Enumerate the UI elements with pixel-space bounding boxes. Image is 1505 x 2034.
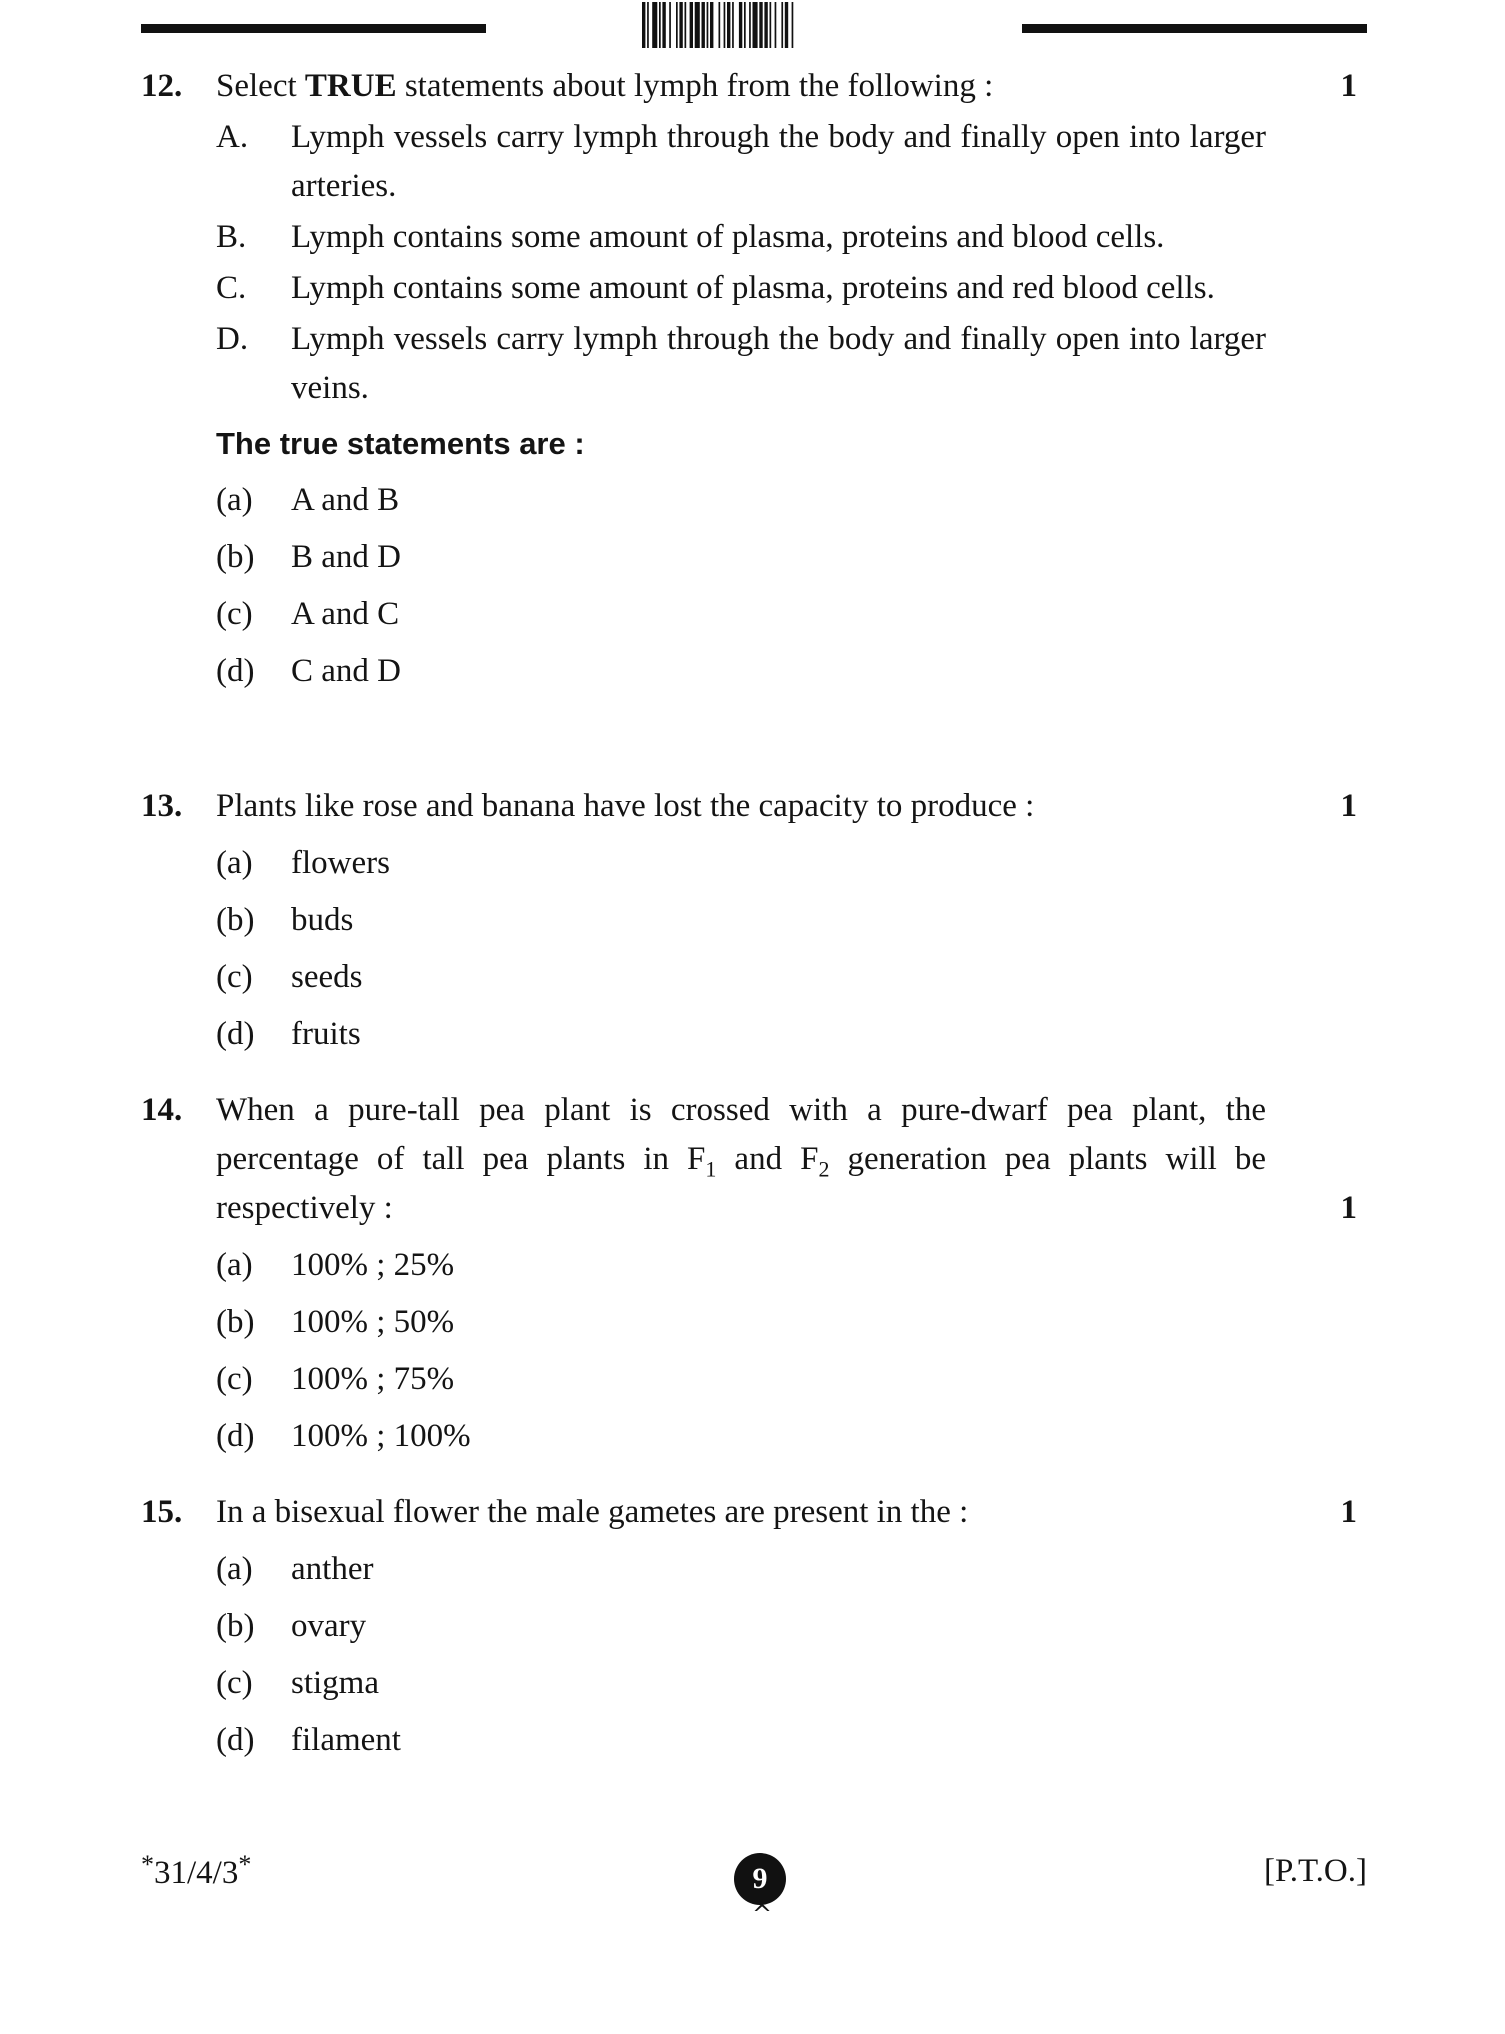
question-text: In a bisexual flower the male gametes are present in the :	[216, 1494, 969, 1530]
option-d[interactable]: (d) fruits	[216, 1016, 361, 1052]
barcode-bar	[647, 2, 649, 48]
barcode-bar	[770, 2, 772, 48]
option-d[interactable]: (d) 100% ; 100%	[216, 1418, 471, 1454]
statement-b: B. Lymph contains some amount of plasma, proteins and blood cells.	[216, 219, 1165, 255]
barcode-bar	[775, 2, 777, 48]
marks: 1	[1340, 1190, 1357, 1226]
question-text: When a pure-tall pea plant is crossed with a pure-dwarf pea plant, the percentage of tall pea plants in $F_1$ and $F_2$ generation pea plants will be respectively :	[216, 1092, 1267, 1226]
question-number: 12.	[141, 68, 183, 104]
option-a[interactable]: (a) flowers	[216, 845, 390, 881]
barcode-bar	[710, 2, 713, 48]
marks: 1	[1340, 1494, 1357, 1530]
barcode-bar	[753, 2, 758, 48]
option-a[interactable]: (a) 100% ; 25%	[216, 1247, 455, 1283]
caret-icon: ^	[752, 1900, 773, 1928]
barcode-bar	[759, 2, 762, 48]
marks: 1	[1340, 788, 1357, 824]
barcode-bar	[792, 2, 794, 48]
statement-c: C. Lymph contains some amount of plasma, proteins and red blood cells.	[216, 270, 1215, 306]
barcode-bar	[781, 2, 783, 48]
question-prompt: The true statements are :	[216, 426, 585, 461]
barcode-bar	[642, 2, 645, 48]
option-a[interactable]: (a) anther	[216, 1551, 374, 1587]
barcode-bar	[724, 2, 726, 48]
question-14	[141, 1086, 1367, 1461]
option-d[interactable]: (d) filament	[216, 1722, 401, 1758]
statement-d: D. Lymph vessels carry lymph through the body and finally open into larger veins.	[216, 321, 1266, 406]
barcode-bar	[659, 2, 661, 48]
option-b[interactable]: (b) 100% ; 50%	[216, 1304, 455, 1340]
barcode-bar	[652, 2, 657, 48]
barcode-bar	[764, 2, 767, 48]
question-number: 13.	[141, 788, 183, 824]
barcode-bar	[685, 2, 687, 48]
barcode-bar	[669, 2, 671, 48]
barcode-bar	[679, 2, 682, 48]
option-d[interactable]: (d) C and D	[216, 653, 401, 689]
barcode-bar	[727, 2, 730, 48]
statement-a: A. Lymph vessels carry lymph through the body and finally open into larger arteries.	[216, 119, 1266, 204]
option-b[interactable]: (b) B and D	[216, 539, 401, 575]
header-rule-right	[1022, 24, 1367, 33]
barcode-bar	[732, 2, 734, 48]
option-a[interactable]: (a) A and B	[216, 482, 400, 518]
barcode-bar	[702, 2, 705, 48]
barcode-bar	[695, 2, 700, 48]
barcode-icon	[642, 2, 868, 48]
question-text: Plants like rose and banana have lost the capacity to produce :	[216, 788, 1035, 824]
question-13	[141, 782, 1367, 1059]
question-number: 14.	[141, 1092, 183, 1128]
question-15	[141, 1488, 1367, 1765]
barcode-bar	[744, 2, 746, 48]
barcode-bar	[749, 2, 751, 48]
option-c[interactable]: (c) seeds	[216, 959, 363, 995]
question-text: Select TRUE statements about lymph from the following :	[216, 68, 994, 104]
question-12	[141, 62, 1367, 696]
page-number: 9	[734, 1853, 786, 1905]
option-c[interactable]: (c) 100% ; 75%	[216, 1361, 455, 1397]
option-c[interactable]: (c) A and C	[216, 596, 400, 632]
pto-label: [P.T.O.]	[1264, 1853, 1367, 1889]
barcode-bar	[739, 2, 742, 48]
barcode-bar	[707, 2, 709, 48]
barcode-bar	[662, 2, 665, 48]
paper-code: *31/4/3*	[141, 1850, 252, 1891]
marks: 1	[1340, 68, 1357, 104]
option-b[interactable]: (b) buds	[216, 902, 354, 938]
barcode-bar	[785, 2, 788, 48]
option-b[interactable]: (b) ovary	[216, 1608, 367, 1644]
barcode-bar	[690, 2, 693, 48]
option-c[interactable]: (c) stigma	[216, 1665, 379, 1701]
header-rule-left	[141, 24, 486, 33]
question-number: 15.	[141, 1494, 183, 1530]
barcode-bar	[719, 2, 721, 48]
barcode-bar	[676, 2, 678, 48]
